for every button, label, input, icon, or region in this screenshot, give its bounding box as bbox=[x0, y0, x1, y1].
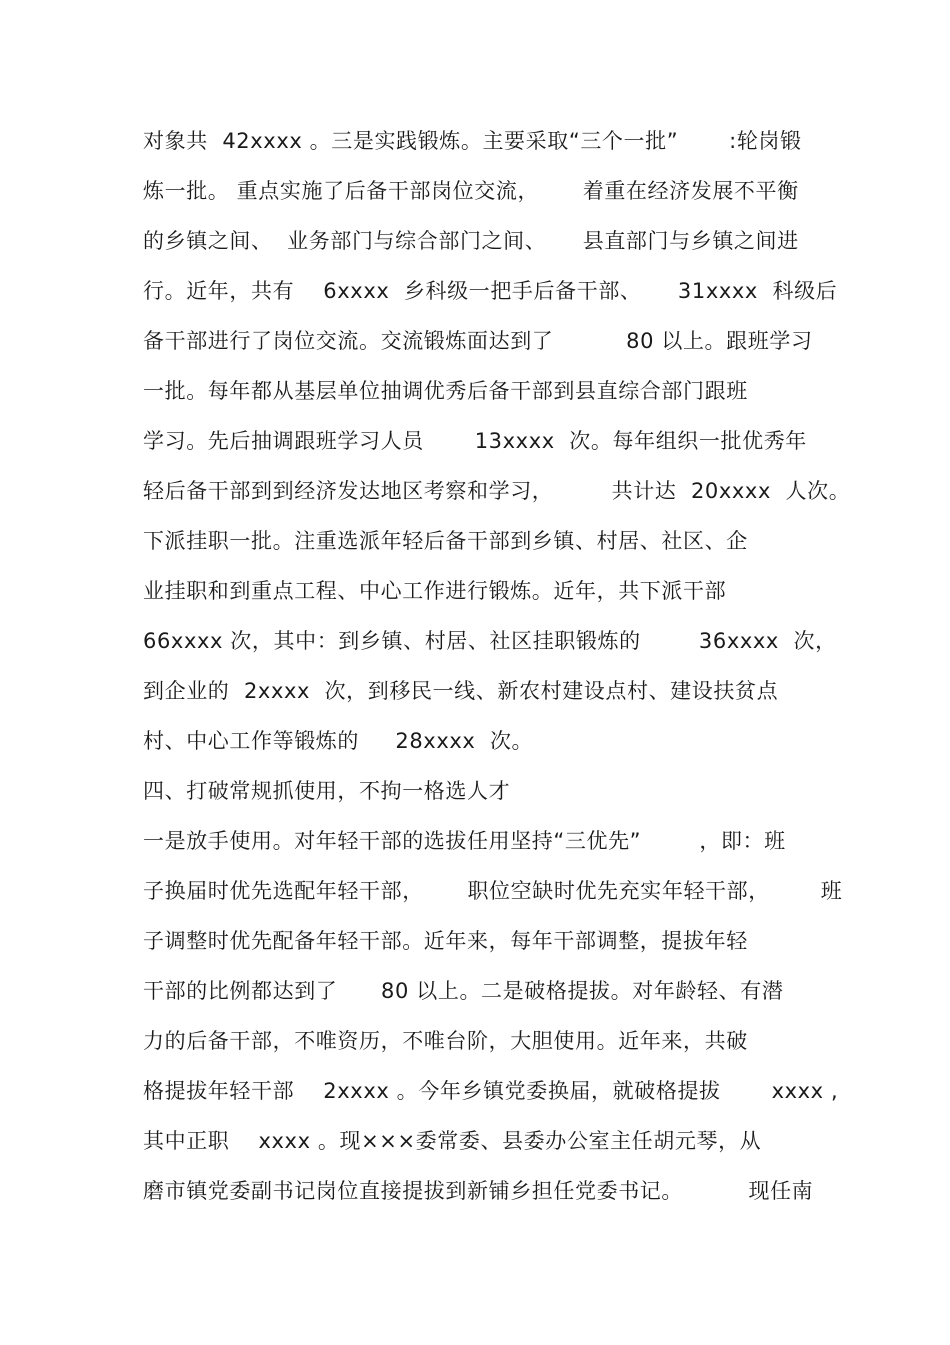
text-line: 子调整时优先配备年轻干部。近年来，每年干部调整，提拔年轻 bbox=[143, 929, 748, 953]
text-line: 村、中心工作等锻炼的 28xxxx 次。 bbox=[143, 729, 534, 753]
text-line: 其中正职 xxxx 。现×××委常委、县委办公室主任胡元琴，从 bbox=[143, 1129, 762, 1153]
text-line: 行。近年，共有 6xxxx 乡科级一把手后备干部、 31xxxx 科级后 bbox=[143, 279, 838, 303]
text-line: 磨市镇党委副书记岗位直接提拔到新铺乡担任党委书记。 现任南 bbox=[143, 1179, 814, 1203]
text-line: 学习。先后抽调跟班学习人员 13xxxx 次。每年组织一批优秀年 bbox=[143, 429, 807, 453]
text-line: 一批。每年都从基层单位抽调优秀后备干部到县直综合部门跟班 bbox=[143, 379, 748, 403]
text-line: 轻后备干部到到经济发达地区考察和学习， 共计达 20xxxx 人次。 bbox=[143, 479, 851, 503]
text-line: 力的后备干部，不唯资历，不唯台阶，大胆使用。近年来，共破 bbox=[143, 1029, 748, 1053]
text-line: 一是放手使用。对年轻干部的选拔任用坚持“三优先” ，即：班 bbox=[143, 829, 786, 853]
text-line: 格提拔年轻干部 2xxxx 。今年乡镇党委换届，就破格提拔 xxxx , bbox=[143, 1079, 839, 1103]
text-line: 的乡镇之间、 业务部门与综合部门之间、 县直部门与乡镇之间进 bbox=[143, 229, 799, 253]
text-line: 66xxxx 次，其中：到乡镇、村居、社区挂职锻炼的 36xxxx 次， bbox=[143, 629, 837, 653]
text-line: 对象共 42xxxx 。三是实践锻炼。主要采取“三个一批” :轮岗锻 bbox=[143, 129, 802, 153]
text-line: 业挂职和到重点工程、中心工作进行锻炼。近年，共下派干部 bbox=[143, 579, 727, 603]
text-line: 到企业的 2xxxx 次，到移民一线、新农村建设点村、建设扶贫点 bbox=[143, 679, 779, 703]
text-line: 下派挂职一批。注重选派年轻后备干部到乡镇、村居、社区、企 bbox=[143, 529, 748, 553]
section-heading: 四、打破常规抓使用，不拘一格选人才 bbox=[143, 779, 511, 803]
text-line: 干部的比例都达到了 80 以上。二是破格提拔。对年龄轻、有潜 bbox=[143, 979, 784, 1003]
text-line: 备干部进行了岗位交流。交流锻炼面达到了 80 以上。跟班学习 bbox=[143, 329, 813, 353]
text-line: 子换届时优先选配年轻干部， 职位空缺时优先充实年轻干部， 班 bbox=[143, 879, 843, 903]
text-line: 炼一批。 重点实施了后备干部岗位交流， 着重在经济发展不平衡 bbox=[143, 179, 799, 203]
